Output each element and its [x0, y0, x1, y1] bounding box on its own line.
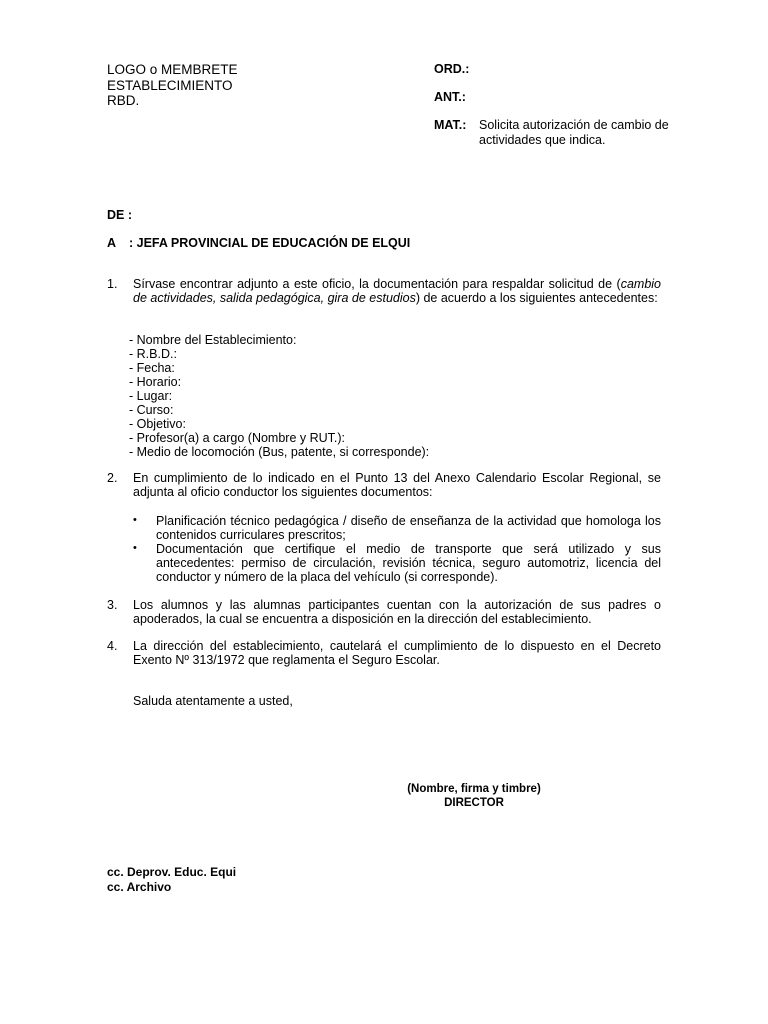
point1-text-italic: cambio de actividades, salida pedagógica, gira de estudios: [133, 277, 661, 305]
list-item: - Fecha:: [129, 361, 175, 375]
point-number: 2.: [107, 471, 118, 485]
cc-line: cc. Deprov. Educ. Equi: [107, 865, 237, 879]
letterhead-placeholder: [107, 62, 238, 109]
point1-text: [133, 277, 661, 305]
list-item: - Lugar:: [129, 389, 173, 403]
from-label: DE :: [107, 208, 132, 222]
point-number: 1.: [107, 277, 118, 291]
list-item: - Profesor(a) a cargo (Nombre y RUT.):: [129, 431, 346, 445]
signature-title: DIRECTOR: [444, 797, 504, 809]
antecedentes-list: [129, 333, 429, 459]
letterhead-line: ESTABLECIMIENTO: [107, 77, 233, 93]
letterhead-line: RBD.: [107, 93, 140, 108]
list-item: - R.B.D.:: [129, 347, 177, 361]
bullet-icon: •: [133, 542, 137, 554]
list-item: - Objetivo:: [129, 417, 186, 431]
point1-text-a: Sírvase encontrar adjunto a este oficio, la documentación para respaldar solicitud de (: [133, 277, 621, 291]
list-item: - Nombre del Establecimiento:: [129, 333, 297, 347]
ant-label: ANT.:: [434, 90, 466, 104]
closing-salutation: Saluda atentamente a usted,: [133, 694, 293, 708]
letterhead-line: LOGO o MEMBRETE: [107, 62, 238, 77]
bullet-item: Planificación técnico pedagógica / diseño de enseñanza de la actividad que homologa los contenidos curriculares prescritos;: [156, 514, 661, 542]
mat-text: Solicita autorización de cambio de actividades que indica.: [479, 118, 669, 147]
to-label: A: [107, 236, 117, 250]
to-line: [107, 236, 410, 250]
point4-text: La dirección del establecimiento, cautelará el cumplimiento de lo dispuesto en el Decreto Exento Nº 313/1972 que reglamenta el Seguro Escolar.: [133, 639, 661, 667]
ord-label: ORD.:: [434, 62, 470, 76]
point-number: 4.: [107, 639, 118, 653]
point2-text: En cumplimiento de lo indicado en el Punto 13 del Anexo Calendario Escolar Regional, se adjunta al oficio conductor los siguientes documentos:: [133, 471, 661, 499]
list-item: - Curso:: [129, 403, 174, 417]
bullet-icon: •: [133, 514, 137, 526]
list-item: - Medio de locomoción (Bus, patente, si corresponde):: [129, 445, 430, 459]
point-number: 3.: [107, 598, 118, 612]
to-recipient: : JEFA PROVINCIAL DE EDUCACIÓN DE ELQUI: [129, 236, 411, 250]
signature-placeholder: (Nombre, firma y timbre): [407, 783, 541, 795]
mat-label: MAT.:: [434, 118, 467, 132]
bullet-item: Documentación que certifique el medio de transporte que será utilizado y sus antecedentes: permiso de circulación, revisión técnica, seguro automotriz, licencia del conductor y número de la placa del vehículo (si corresponde).: [156, 542, 661, 584]
cc-line: cc. Archivo: [107, 880, 172, 894]
point3-text: Los alumnos y las alumnas participantes cuentan con la autorización de sus padres o apoderados, la cual se encuentra a disposición en la dirección del establecimiento.: [133, 598, 661, 626]
list-item: - Horario:: [129, 375, 182, 389]
point1-text-b: ) de acuerdo a los siguientes antecedentes:: [415, 291, 658, 305]
